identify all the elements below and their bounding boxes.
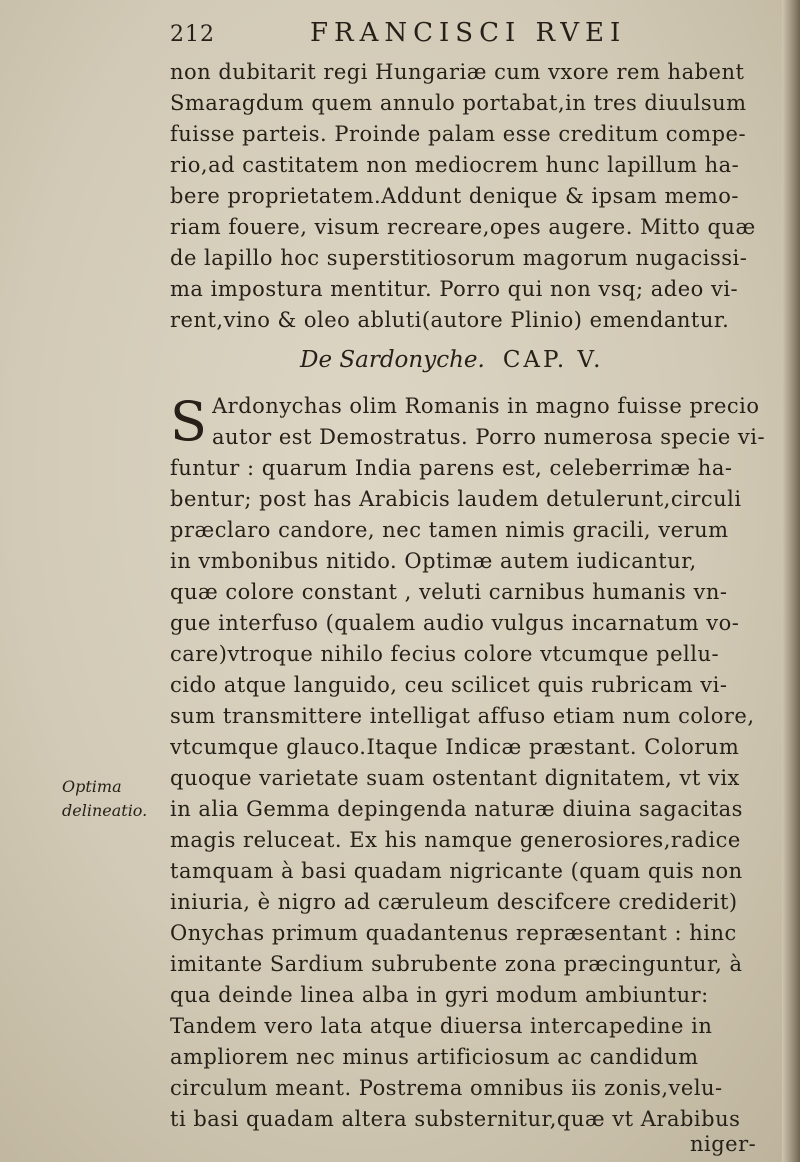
marginal-note-line: Optima [62,777,122,796]
drop-initial-letter: S [170,390,207,453]
catchword: niger- [690,1132,757,1156]
text-line: bere proprietatem.Addunt denique & ipsam memo- [170,184,739,208]
text-line: riam fouere, visum recreare,opes augere. Mitto quæ [170,215,756,239]
text-line: rent,vino & oleo abluti(autore Plinio) emendantur. [170,308,730,332]
text-line: gue interfuso (qualem audio vulgus incarnatum vo- [170,611,740,635]
text-line: autor est Demostratus. Porro numerosa specie vi- [212,425,766,449]
text-line: cido atque languido, ceu scilicet quis rubricam vi- [170,673,728,697]
text-line: Tandem vero lata atque diuersa intercapedine in [170,1014,713,1038]
text-line: quæ colore constant , veluti carnibus humanis vn- [170,580,728,604]
text-line: in vmbonibus nitido. Optimæ autem iudicantur, [170,549,697,573]
text-line: ampliorem nec minus artificiosum ac candidum [170,1045,699,1069]
text-line: Smaragdum quem annulo portabat,in tres diuulsum [170,91,747,115]
text-line: qua deinde linea alba in gyri modum ambiuntur: [170,983,709,1007]
text-line: rio,ad castitatem non mediocrem hunc lapillum ha- [170,153,740,177]
text-line: quoque varietate suam ostentant dignitatem, vt vix [170,766,740,790]
text-line: sum transmittere intelligat affuso etiam num colore, [170,704,755,728]
text-line: care)vtroque nihilo fecius colore vtcumque pellu- [170,642,720,666]
page-gutter-shadow [782,0,800,1162]
chapter-heading [300,340,720,380]
running-head: FRANCISCI RVEI [310,18,627,48]
text-line: in alia Gemma depingenda naturæ diuina sagacitas [170,797,743,821]
text-line: circulum meant. Postrema omnibus iis zonis,velu- [170,1076,723,1100]
text-line: Ardonychas olim Romanis in magno fuisse precio [212,394,760,418]
text-line: ti basi quadam altera substernitur,quæ vt Arabibus [170,1107,741,1131]
text-line: iniuria, è nigro ad cæruleum descifcere crediderit) [170,890,738,914]
text-line: vtcumque glauco.Itaque Indicæ præstant. Colorum [170,735,740,759]
text-line: funtur : quarum India parens est, celeberrimæ ha- [170,456,733,480]
text-line: de lapillo hoc superstitiosorum magorum nugacissi- [170,246,748,270]
text-line: præclaro candore, nec tamen nimis gracili, verum [170,518,729,542]
text-line: fuisse parteis. Proinde palam esse creditum compe- [170,122,747,146]
chapter-subject: De Sardonyche. [300,347,485,373]
text-line: Onychas primum quadantenus repræsentant : hinc [170,921,737,945]
text-line: bentur; post has Arabicis laudem detulerunt,circuli [170,487,742,511]
page-number: 212 [170,22,215,47]
text-line: ma impostura mentitur. Porro qui non vsq; adeo vi- [170,277,739,301]
marginal-note-line: delineatio. [62,801,148,820]
chapter-number: CAP. V. [502,347,604,373]
text-line: magis reluceat. Ex his namque generosiores,radice [170,828,741,852]
text-line: imitante Sardium subrubente zona præcinguntur, à [170,952,743,976]
marginal-note [62,775,166,831]
text-line: non dubitarit regi Hungariæ cum vxore rem habent [170,60,745,84]
text-line: tamquam à basi quadam nigricante (quam quis non [170,859,743,883]
